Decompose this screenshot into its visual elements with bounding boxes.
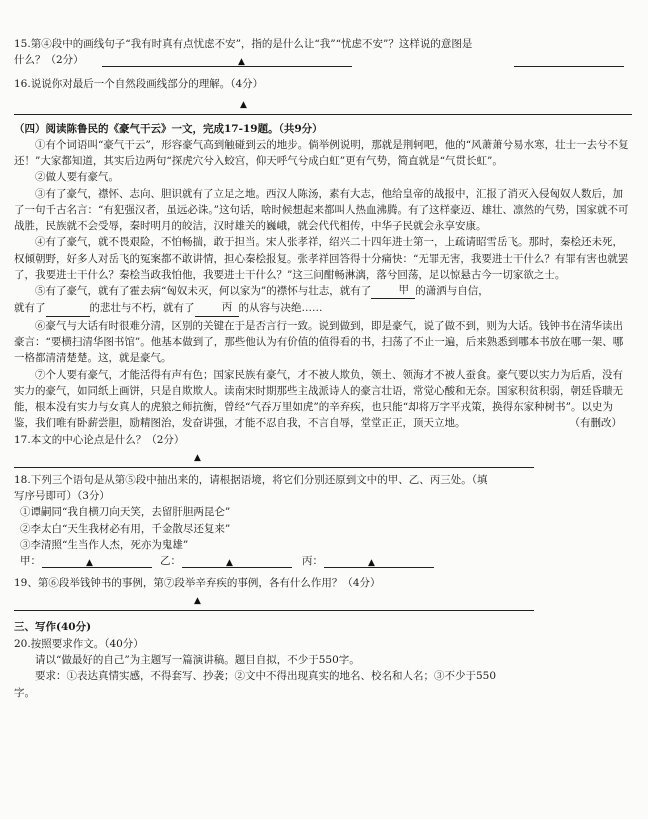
paragraph-5-part-c: 就有了	[14, 302, 46, 315]
answer-blank-jia[interactable]	[42, 553, 152, 568]
blank-yi[interactable]	[46, 299, 90, 316]
paragraph-5-part-d: 的悲壮与不朽，就有了	[89, 302, 195, 315]
paragraph-7-text: ⑦个人要有豪气，才能活得有声有色；国家民族有豪气，才不被人欺负，领土、领海才不被人蚕食。豪气要以实力为后盾，没有实力的豪气，如同纸上画饼，只是自欺欺人。读南宋时期那些主战派诗人的豪言壮语，常觉心酸和无奈。国家积贫积弱，朝廷昏聩无能，根本没有实力与女真人的虎狼之师抗衡，曾经“气吞万里如虎”的辛弃疾，也只能“却将万字平戎策，换得东家种树书”。以史为鉴，我们唯有卧薪尝胆，励精图治，发奋讲强，才能不忍自我，不言自辱，堂堂正正，顶天立地。	[14, 368, 623, 430]
question-18-line1: 18.下列三个语句是从第⑤段中抽出来的，请根据语境，将它们分别还原到文中的甲、乙、丙三处。（填	[14, 473, 488, 486]
paragraph-1: ①有个词语叫“豪气干云”，形容豪气高到触碰到云的地步。倘举例说明，那就是荆轲吧，他的“风萧萧兮易水寒，壮士一去兮不复还！”大家都知道，其实后边两句“探虎穴兮入蛟宫，仰天呼气兮成白虹”更有气势，简直就是“气贯长虹”。	[14, 138, 629, 168]
answer-blank-yi[interactable]	[182, 553, 292, 568]
blank-bing[interactable]	[195, 299, 239, 316]
answer-marker-icon: ▲	[238, 57, 245, 68]
blank-jia[interactable]	[371, 282, 415, 299]
writing-prompt: 请以“做最好的自己”为主题写一篇演讲稿。题目自拟，不少于550字。	[35, 653, 360, 666]
answer-row-18	[20, 553, 632, 571]
blank-label-jia: 甲：	[20, 555, 41, 568]
answer-line-16[interactable]	[14, 93, 632, 115]
question-15-line1: 15.第④段中的画线句子“我有时真有点忧虑不安”，指的是什么让“我”“忧虑不安”？这样说的意图是	[14, 38, 473, 50]
paragraph-3: ③有了豪气，襟怀、志向、胆识就有了立足之地。西汉人陈汤，素有大志，他给皇帝的战报中，汇报了消灭入侵匈奴人数后，加了一句千古名言：“有犯强汉者，虽远必诛。”这句话，啥时候想起来都叫人热血沸腾。有了这样豪迈、雄壮、凛然的气势，国家就不可战胜，民族就不会受辱，秦时明月的皎洁，汉时雄关的巍峨，就会代代相传，中华子民就会永享安康。	[14, 187, 629, 233]
answer-marker-icon: ▲	[86, 558, 93, 569]
answer-blank-bing[interactable]	[324, 553, 434, 568]
question-15-line2-row	[14, 52, 632, 70]
answer-line-15b[interactable]	[514, 52, 624, 67]
answer-line-15[interactable]	[102, 52, 352, 67]
option-3: ③李清照“生当作人杰，死亦为鬼雄”	[20, 538, 189, 551]
paragraph-5-part-e: 的从容与决绝……	[238, 302, 323, 315]
answer-marker-icon: ▲	[194, 596, 201, 607]
question-15-line2: 什么？（2分）	[14, 54, 84, 67]
answer-line-19[interactable]	[14, 591, 632, 611]
writing-requirements-line1: 要求：①表达真情实感，不得套写、抄袭；②文中不得出现真实的地名、校名和人名；③不少于550	[35, 670, 497, 683]
section-4-heading: （四）阅读陈鲁民的《豪气干云》一文，完成17-19题。（共9分）	[14, 122, 323, 135]
option-2: ②李太白“天生我材必有用，千金散尽还复来”	[20, 522, 231, 535]
paragraph-5-part-a: ⑤有了豪气，就有了霍去病“匈奴未灭，何以家为”的襟怀与壮志，就有了	[35, 285, 372, 298]
paragraph-5	[14, 283, 632, 318]
option-1: ①谭嗣同“我自横刀向天笑，去留肝胆两昆仑”	[20, 506, 231, 519]
paragraph-7	[14, 367, 632, 432]
question-17: 17.本文的中心论点是什么？（2分）	[14, 433, 185, 446]
blank-label-bing: 丙：	[302, 555, 323, 568]
section-3-heading: 三、写作(40分)	[14, 621, 92, 634]
paragraph-2: ②做人要有豪气。	[35, 171, 119, 184]
blank-jia-label: 甲	[398, 284, 409, 297]
writing-requirements-line2: 字。	[14, 686, 35, 699]
paragraph-4: ④有了豪气，就不畏艰险，不怕畅揣，敢于担当。宋人张孝祥，绍兴二十四年进士第一，上疏请昭雪岳飞。那时，秦桧还未死，权倾朝野，好多人对岳飞的冤案都不敢讲情，担心秦桧报复。张孝祥回答得十分痛快：“无罪无害，我要进士干什么？有罪有害也就罢了，我要进士干什么？秦桧当政我怕他，我要进士干什么？”这三问酣畅淋漓，落兮回荡，足以惊悬古今一切家欲之士。	[14, 236, 629, 281]
blank-bing-label: 丙	[221, 301, 233, 314]
question-19: 19、第⑥段举钱钟书的事例，第⑦段举辛弃疾的事例，各有什么作用？（4分）	[14, 577, 381, 590]
answer-marker-icon: ▲	[226, 558, 233, 569]
paragraph-5-part-b: 的潇洒与自信，	[415, 285, 489, 298]
paragraph-6: ⑥豪气与大话有时很难分清，区别的关键在于是否言行一致。说到做到，即是豪气，说了做不到，则为大话。钱钟书在清华读出豪言：“要横扫清华图书馆”。他基本做到了，那些他认为有价值的值得看的书，扫荡了不止一遍，后来熟悉到哪本书放在哪一架、哪一格都清清楚楚。这，就是豪气。	[14, 319, 624, 365]
blank-label-yi: 乙：	[160, 555, 181, 568]
source-note: （有删改）	[569, 417, 622, 430]
question-18-line2: 写序号即可）（3分）	[14, 490, 110, 503]
question-16: 16.说说你对最后一个自然段画线部分的理解。（4分）	[14, 78, 264, 91]
question-20: 20.按照要求作文。（40分）	[14, 637, 144, 650]
answer-marker-icon: ▲	[240, 99, 247, 110]
answer-marker-icon: ▲	[368, 558, 375, 569]
answer-marker-icon: ▲	[194, 452, 201, 463]
answer-line-17[interactable]	[14, 448, 632, 468]
